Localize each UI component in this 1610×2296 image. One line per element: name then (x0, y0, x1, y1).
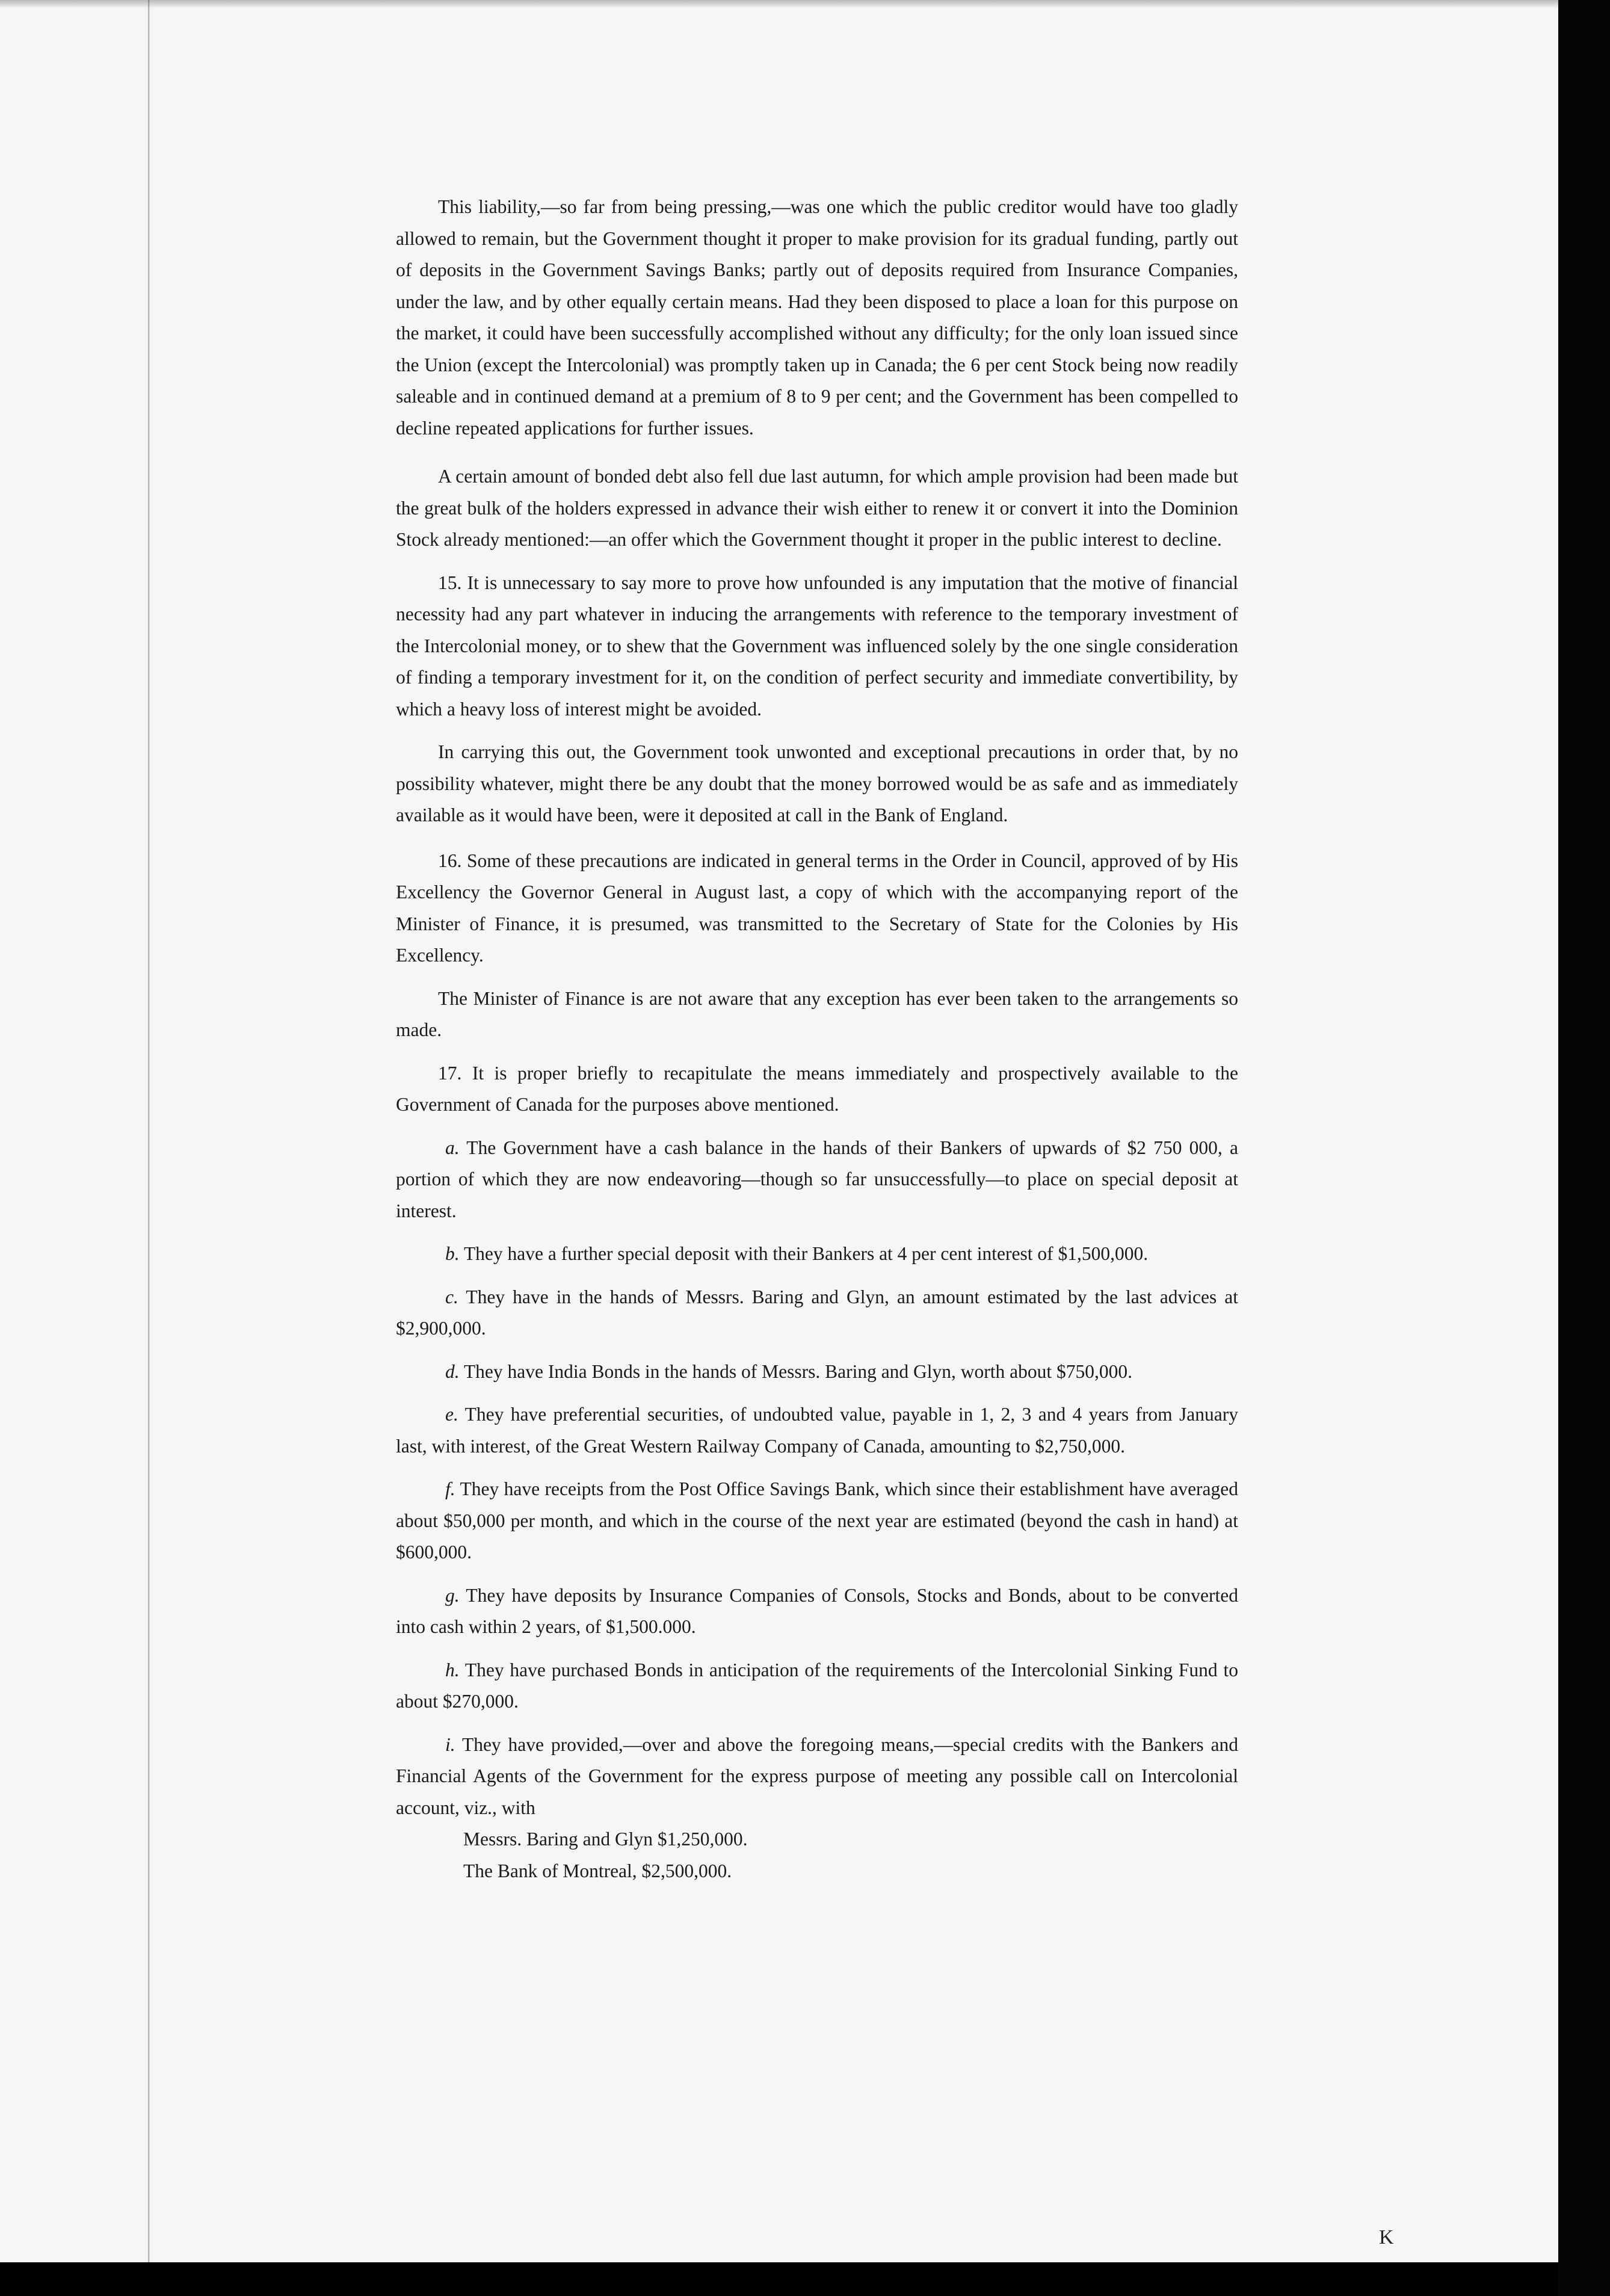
paragraph-17: 17. It is proper briefly to recapitulate the means immediately and prospectively available to the Government of Canada for the purposes above mentioned. (396, 1062, 1238, 1115)
item-text: They have India Bonds in the hands of Messrs. Baring and Glyn, worth about $750,000. (463, 1360, 1133, 1382)
paragraph-15: 15. It is unnecessary to say more to prove how unfounded is any imputation that the motive of financial necessity had any part whatever in inducing the arrangements with reference to the temporary investment of the Intercolonial money, or to shew that the Government was influenced solely by the one single consideration of finding a temporary investment for it, on the condition of perfect security and immediate convertibility, by which a heavy loss of interest might be avoided. (396, 572, 1238, 720)
list-item-c (396, 1282, 1238, 1345)
paragraph-bonded-debt: A certain amount of bonded debt also fell due last autumn, for which ample provision had been made but the great bulk of the holders expressed in advance their wish either to renew it or convert it into the Dominion Stock already mentioned:—an offer which the Government thought it proper in the public interest to decline. (396, 466, 1238, 550)
item-text: They have deposits by Insurance Companies of Consols, Stocks and Bonds, about to be converted into cash within 2 years, of $1,500.000. (396, 1584, 1238, 1637)
item-label: e. (445, 1404, 458, 1425)
item-text: They have purchased Bonds in anticipation of the requirements of the Intercolonial Sinking Fund to about $270,000. (396, 1659, 1238, 1712)
item-label: h. (445, 1659, 460, 1680)
item-text: The Government have a cash balance in the hands of their Bankers of upwards of $2 750 000, a portion of which they are now endeavoring—though so far unsuccessfully—to place on special deposit at interest. (396, 1137, 1238, 1221)
item-label: a. (445, 1137, 460, 1158)
item-text: They have a further special deposit with their Bankers at 4 per cent interest of $1,500,000. (463, 1243, 1149, 1264)
list-item-i (396, 1729, 1238, 1824)
item-text: They have in the hands of Messrs. Baring and Glyn, an amount estimated by the last advices at $2,900,000. (396, 1286, 1238, 1339)
paragraph-16: 16. Some of these precautions are indicated in general terms in the Order in Council, approved of by His Excellency the Governor General in August last, a copy of which with the accompanying report of the Minister of Finance, it is presumed, was transmitted to the Secretary of State for the Colonies by His Excellency. (396, 850, 1238, 966)
item-text: They have provided,—over and above the foregoing means,—special credits with the Bankers and Financial Agents of the Government for the express purpose of meeting any possible call on Intercolonial account, viz., with (396, 1733, 1238, 1818)
page-fold-line (148, 0, 150, 2262)
body-text (396, 191, 1238, 1887)
credit-baring-glyn: Messrs. Baring and Glyn $1,250,000. (463, 1828, 748, 1850)
item-label: d. (445, 1360, 460, 1382)
list-item-d (396, 1356, 1238, 1388)
list-item-b (396, 1238, 1238, 1270)
item-label: g. (445, 1584, 460, 1606)
scan-top-shadow (0, 0, 1558, 8)
item-text: They have preferential securities, of undoubted value, payable in 1, 2, 3 and 4 years from January last, with interest, of the Great Western Railway Company of Canada, amounting to $2,750,000. (396, 1404, 1238, 1457)
item-label: b. (445, 1243, 460, 1264)
scan-dark-edge (1558, 0, 1610, 2296)
list-item-f (396, 1474, 1238, 1569)
paragraph-liability: This liability,—so far from being pressing,—was one which the public creditor would have too gladly allowed to remain, but the Government thought it proper to make provision for its gradual funding, partly out of deposits in the Government Savings Banks; partly out of deposits required from Insurance Companies, under the law, and by other equally certain means. Had they been disposed to place a loan for this purpose on the market, it could have been successfully accomplished without any difficulty; for the only loan issued since the Union (except the Intercolonial) was promptly taken up in Canada; the 6 per cent Stock being now readily saleable and in continued demand at a premium of 8 to 9 per cent; and the Government has been compelled to decline repeated applications for further issues. (396, 196, 1238, 439)
list-item-g (396, 1580, 1238, 1643)
item-text: They have receipts from the Post Office Savings Bank, which since their establishment have averaged about $50,000 per month, and which in the course of the next year are estimated (beyond the cash in hand) at $600,000. (396, 1478, 1238, 1563)
credit-bank-of-montreal: The Bank of Montreal, $2,500,000. (463, 1860, 732, 1881)
item-label: f. (445, 1478, 455, 1499)
corner-mark: K (1379, 2226, 1394, 2248)
list-item-h (396, 1655, 1238, 1718)
item-label: i. (445, 1733, 455, 1755)
list-item-e (396, 1399, 1238, 1462)
list-item-a (396, 1132, 1238, 1227)
paragraph-precautions: In carrying this out, the Government took unwonted and exceptional precautions in order that, by no possibility whatever, might there be any doubt that the money borrowed would be as safe and as immediately available as it would have been, were it deposited at call in the Bank of England. (396, 741, 1238, 826)
item-label: c. (445, 1286, 458, 1307)
paragraph-minister: The Minister of Finance is are not aware that any exception has ever been taken to the arrangements so made. (396, 987, 1238, 1040)
